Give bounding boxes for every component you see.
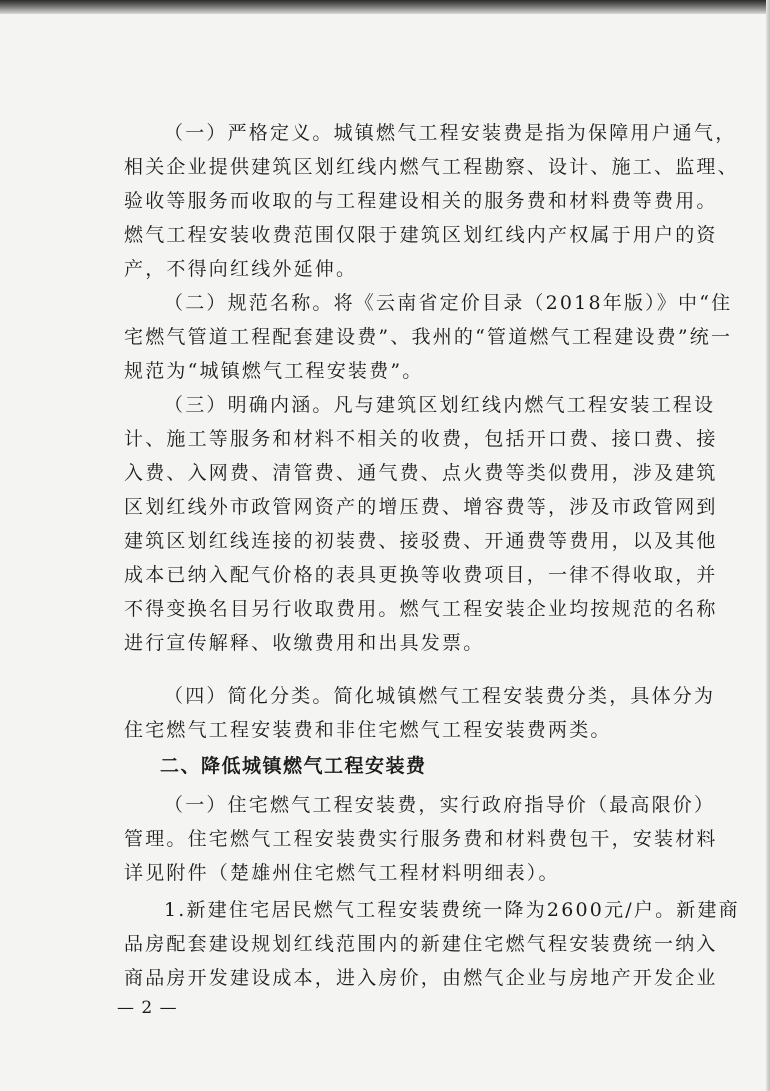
text-line: 建筑区划红线连接的初装费、接驳费、开通费等费用，以及其他	[124, 530, 718, 552]
text-line: （一）住宅燃气工程安装费，实行政府指导价（最高限价）	[164, 794, 716, 816]
text-line: 宅燃气管道工程配套建设费”、我州的“管道燃气工程建设费”统一	[124, 326, 733, 348]
text-line: 燃气工程安装收费范围仅限于建筑区划红线内产权属于用户的资	[124, 224, 718, 246]
text-line: 规范为“城镇燃气工程安装费”。	[124, 360, 424, 382]
text-line: 相关企业提供建筑区划红线内燃气工程勘察、设计、施工、监理、	[124, 156, 739, 178]
section-heading: 二、降低城镇燃气工程安装费	[160, 755, 427, 777]
scan-top-edge	[0, 0, 770, 14]
text-line: 1.新建住宅居民燃气工程安装费统一降为2600元/户。新建商	[164, 899, 740, 921]
paragraph-residential-fee	[124, 788, 718, 890]
text-line: 计、施工等服务和材料不相关的收费，包括开口费、接口费、接	[124, 428, 718, 450]
page-number: — 2 —	[117, 998, 178, 1018]
text-line: 品房配套建设规划红线范围内的新建住宅燃气程安装费统一纳入	[124, 933, 718, 955]
scan-right-edge	[766, 0, 770, 1091]
text-line: 住宅燃气工程安装费和非住宅燃气工程安装费两类。	[124, 719, 612, 741]
paragraph-strict-definition	[124, 116, 739, 286]
text-line: 区划红线外市政管网资产的增压费、增容费等，涉及市政管网到	[124, 496, 718, 518]
text-line: 验收等服务而收取的与工程建设相关的服务费和材料费等费用。	[124, 190, 718, 212]
text-line: （三）明确内涵。凡与建筑区划红线内燃气工程安装工程设	[164, 394, 716, 416]
paragraph-simplify-classification	[124, 679, 716, 747]
text-line: 成本已纳入配气价格的表具更换等收费项目，一律不得收取，并	[124, 564, 718, 586]
paragraph-standardize-name	[124, 286, 733, 388]
text-line: 进行宣传解释、收缴费用和出具发票。	[124, 632, 485, 654]
text-line: 产，不得向红线外延伸。	[124, 258, 358, 280]
text-line: 入费、入网费、清管费、通气费、点火费等类似费用，涉及建筑	[124, 462, 718, 484]
paragraph-new-residential-fee	[124, 893, 740, 995]
text-line: （一）严格定义。城镇燃气工程安装费是指为保障用户通气，	[164, 122, 737, 144]
text-line: 详见附件（楚雄州住宅燃气工程材料明细表）。	[124, 862, 560, 884]
text-line: 商品房开发建设成本，进入房价，由燃气企业与房地产开发企业	[124, 967, 718, 989]
text-line: 不得变换名目另行收取费用。燃气工程安装企业均按规范的名称	[124, 598, 718, 620]
text-line: （四）简化分类。简化城镇燃气工程安装费分类，具体分为	[164, 685, 716, 707]
paragraph-clarify-scope	[124, 388, 718, 660]
text-line: （二）规范名称。将《云南省定价目录（2018年版）》中“住	[164, 292, 733, 314]
text-line: 管理。住宅燃气工程安装费实行服务费和材料费包干，安装材料	[124, 828, 718, 850]
